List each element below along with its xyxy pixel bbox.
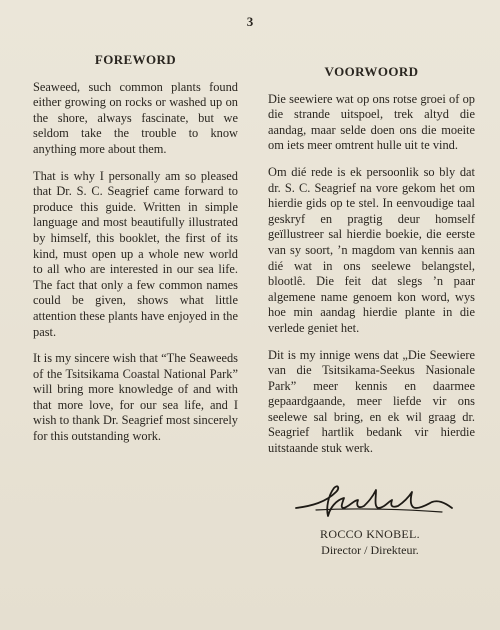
signatory-title: Director / Direkteur. (321, 543, 419, 557)
signatory-name: ROCCO KNOBEL. (320, 527, 420, 541)
page-number: 3 (246, 14, 254, 29)
voorwoord-paragraph-3: Dit is my innige wens dat „Die Seewiere van die Tsitsikama-Seekus Nasionale Park” meer kennis en daarmee gepaardgaande, meer liefde vir ons seelewe sal bring, en ek wil graag dr. Seagrief hartlik bedank vir hierdie uitstaande stuk werk. (268, 347, 475, 456)
foreword-heading: FOREWORD (94, 52, 177, 67)
voorwoord-heading: VOORWOORD (324, 64, 419, 79)
foreword-paragraph-1: Seaweed, such common plants found either growing on rocks or washed up on the shore, always fascinate, but we seldom take the trouble to know anything more about them. (33, 79, 238, 156)
foreword-column (33, 52, 238, 456)
voorwoord-column (268, 64, 475, 468)
voorwoord-paragraph-1: Die seewiere wat op ons rotse groei of op die strande uitspoel, trek altyd die aandag, maar selde doen ons die moeite om iets meer omtrent hulle uit te vind. (268, 91, 475, 153)
voorwoord-paragraph-2: Om dié rede is ek persoonlik so bly dat dr. S. C. Seagrief na vore gekom het om hierdie gids op te stel. In eenvoudige taal geskryf en pragtig deur homself geïllustreer sal hierdie boekie, die eerste van sy soort, ’n magdom van kennis aan dié wat in ons seelewe belangstel, blootlê. Die feit dat slegs ’n paar algemene name genoem kon word, wys hoe min aandag hierdie plante in die verlede geniet het. (268, 164, 475, 335)
handwritten-signature (292, 478, 457, 523)
foreword-paragraph-2: That is why I personally am so pleased that Dr. S. C. Seagrief came forward to produce this guide. Written in simple language and most beautifully illustrated by himself, this booklet, the first of its kind, must open up a whole new world to all who are interested in our sea life. The fact that only a few common names could be given, shows what little attention these plants have enjoyed in the past. (33, 168, 238, 339)
foreword-paragraph-3: It is my sincere wish that “The Seaweeds of the Tsitsikama Coastal National Park” will bring more knowledge of and with that more love, for our sea life, and I wish to thank Dr. Seagrief most sincerely for this outstanding work. (33, 351, 238, 444)
